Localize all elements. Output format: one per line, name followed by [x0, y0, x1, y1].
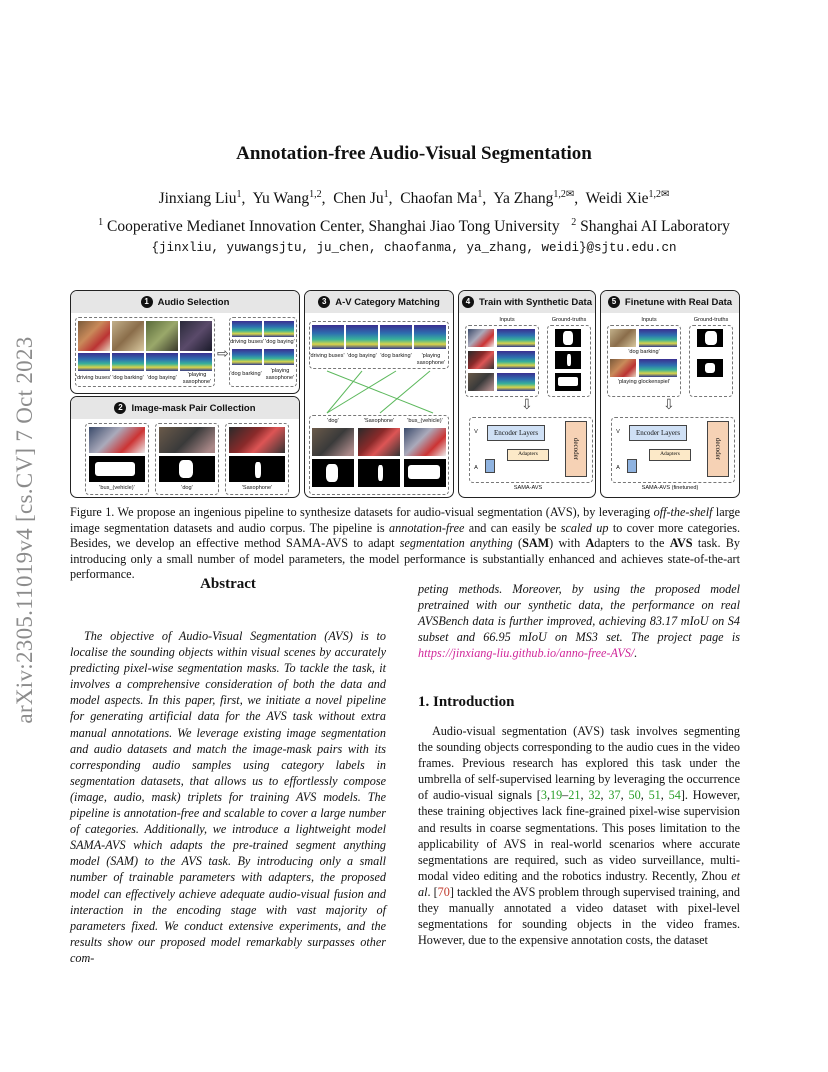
segmentation-mask — [697, 359, 723, 377]
audio-label: 'dog baying' — [147, 375, 177, 381]
abstract-continuation: peting methods. Moreover, by using the proposed model pretrained with our synthetic data, the performance on real AVSBench data is further improved, achieving 83.17 mIoU on S4 subset and 66.95 mIoU on MS3 set. The project page is https://jinxiang-liu.github.io/anno-free-AVS/. — [418, 582, 740, 661]
spectrogram — [146, 353, 178, 371]
segmentation-mask — [229, 456, 285, 482]
step-number-badge: 5 — [608, 296, 620, 308]
audio-label: 'dog barking' — [112, 375, 144, 381]
spectrogram — [264, 321, 294, 337]
arrow-right-icon: ⇨ — [217, 347, 229, 362]
decoder-block: decoder — [707, 421, 729, 477]
abstract-body: The objective of Audio-Visual Segmentation (AVS) is to localise the sounding objects within visual scenes by accurately predicting pixel-wise segmentation masks. To tackle the task, it involves a comprehensive consideration of both the data and model aspects. In this paper, first, we initiate a novel pipeline for generating artificial data for the AVS task without extra manual annotations. We leverage existing image segmentation and audio datasets and match the image-mask pairs with its corresponding audio samples using category labels in segmentation datasets, that allows us to effortlessly compose (image, audio, mask) triplets for training AVS models. The pipeline is annotation-free and scalable to cover a large number of categories. Additionally, we introduce a lightweight model SAMA-AVS which adapts the pre-trained segment anything model (SAM) to the AVS task. By introducing only a small number of trainable parameters with adapters, the proposed model can effectively achieve adequate audio-visual fusion and interaction in the encoding stage with vast majority of parameters fixed. We conduct extensive experiments, and the results show our proposed model remarkably surpasses other com- — [70, 629, 386, 965]
encoder-block: Encoder Layers — [629, 425, 687, 441]
mask-label: 'dog' — [181, 485, 193, 491]
gt-label: Ground-truths — [693, 317, 729, 323]
audio-label: 'dog baying' — [347, 353, 377, 359]
audio-label: 'playing saxophone' — [416, 353, 446, 366]
spectrogram — [414, 325, 446, 349]
panel-image-mask-collection — [70, 396, 300, 498]
citation[interactable]: 51 — [648, 788, 661, 803]
mask-label: 'bus_(vehicle)' — [407, 418, 443, 424]
affiliation-2: Shanghai AI Laboratory — [580, 218, 730, 236]
sample-image — [89, 427, 145, 453]
citation[interactable]: 70 — [437, 884, 450, 899]
spectrogram — [380, 325, 412, 349]
mask-label: 'bus_(vehicle)' — [99, 485, 135, 491]
spectrogram — [264, 349, 294, 365]
inputs-label: Inputs — [641, 317, 657, 323]
introduction-heading: 1. Introduction — [418, 694, 515, 710]
segmentation-mask — [404, 459, 446, 487]
model-name: SAMA-AVS — [513, 485, 543, 491]
panel-train-synthetic — [458, 290, 596, 498]
panel-title: Finetune with Real Data — [624, 296, 733, 308]
citation[interactable]: 21 — [568, 788, 581, 803]
audio-label: 'dog barking' — [628, 349, 660, 355]
citation[interactable]: 19 — [549, 788, 563, 803]
panel-title: Image-mask Pair Collection — [131, 402, 256, 414]
segmentation-mask — [159, 456, 215, 482]
panel-title: A-V Category Matching — [335, 296, 440, 308]
panel-av-category-matching — [304, 290, 454, 498]
audio-label: 'driving buses' — [76, 375, 112, 381]
audio-label: 'dog barking' — [380, 353, 412, 359]
v-input-label: V — [616, 429, 620, 435]
affiliation-1: Cooperative Medianet Innovation Center, Shanghai Jiao Tong University — [106, 218, 560, 236]
segmentation-mask — [555, 351, 581, 369]
citation[interactable]: 32 — [588, 788, 601, 803]
step-number-badge: 2 — [114, 402, 126, 414]
audio-label: 'dog barking' — [230, 371, 262, 377]
matching-lines — [305, 369, 455, 415]
segmentation-mask — [358, 459, 400, 487]
sample-image — [229, 427, 285, 453]
sample-image — [78, 321, 110, 351]
audio-label: 'driving buses' — [309, 353, 345, 359]
step-number-badge: 1 — [141, 296, 153, 308]
adapters-block: Adapters — [507, 449, 549, 461]
segmentation-mask — [89, 456, 145, 482]
author: Weidi Xie — [585, 190, 649, 208]
project-page-link[interactable]: https://jinxiang-liu.github.io/anno-free-AVS/ — [418, 646, 635, 661]
arrow-down-icon: ⇩ — [521, 398, 533, 413]
spectrogram — [312, 325, 344, 349]
abstract-heading: Abstract — [200, 576, 256, 592]
panel-title: Audio Selection — [157, 296, 230, 308]
adapters-block: Adapters — [649, 449, 691, 461]
affiliations: $^1$ Cooperative Medianet Innovation Center, Shanghai Jiao Tong University $^2$ Shanghai AI Laboratory — [98, 217, 730, 236]
audio-label: 'playing saxophone' — [182, 372, 212, 385]
audio-label: 'playing glockenspiel' — [617, 379, 671, 385]
author-emails: {jinxliu, yuwangsjtu, ju_chen, chaofanma, ya_zhang, weidi}@sjtu.edu.cn — [151, 241, 677, 255]
sample-image — [312, 428, 354, 456]
sample-image — [112, 321, 144, 351]
author: Ya Zhang — [493, 190, 554, 208]
citation[interactable]: 50 — [628, 788, 641, 803]
segmentation-mask — [697, 329, 723, 347]
figure-1 — [70, 290, 740, 498]
sample-image — [358, 428, 400, 456]
sample-image — [146, 321, 178, 351]
spectrogram — [346, 325, 378, 349]
decoder-block: decoder — [565, 421, 587, 477]
sample-image — [159, 427, 215, 453]
panel-title: Train with Synthetic Data — [479, 296, 592, 308]
author: Jinxiang Liu — [158, 190, 237, 208]
sample-image — [180, 321, 212, 351]
spectrogram — [232, 321, 262, 337]
citation[interactable]: 37 — [608, 788, 621, 803]
gt-label: Ground-truths — [551, 317, 587, 323]
v-input-label: V — [474, 429, 478, 435]
author: Chaofan Ma — [400, 190, 478, 208]
spectrogram — [232, 349, 262, 365]
spectrogram — [180, 353, 212, 371]
spectrogram — [112, 353, 144, 371]
step-number-badge: 3 — [318, 296, 330, 308]
mask-label: 'dog' — [327, 418, 339, 424]
panel-finetune-real — [600, 290, 740, 498]
segmentation-mask — [312, 459, 354, 487]
arxiv-stamp: arXiv:2305.11019v4 [cs.CV] 7 Oct 2023 — [12, 336, 37, 724]
introduction-body: Audio-visual segmentation (AVS) task involves segmenting the sounding objects corresponding to the audio cues in the video frames. Previous research has explored this task under the umbrella of self-supervised learning by leveraging the occurrence of audio-visual signals [3,19–21, 32, 37, 50, 51, 54]. However, these training objectives lack fine-grained pixel-wise supervision and results in coarse segmentations. This poses limitation to the applicability of AVS in real-world scenarios where accurate segmentations are required, such as video surveillance, multi-modal video editing and the robotics industry. Recently, Zhou et al. [70] tackled the AVS problem through supervised training, and they manually annotated a video dataset with pixel-level segmentations for sounding objects in the video frames. However, due to the expensive annotation costs, the dataset — [418, 724, 741, 948]
audio-label: 'dog baying' — [265, 339, 295, 345]
step-number-badge: 4 — [462, 296, 474, 308]
mask-label: 'Saxophone' — [241, 485, 273, 491]
model-name: SAMA-AVS (finetuned) — [641, 485, 699, 491]
segmentation-mask — [555, 329, 581, 347]
author: Yu Wang — [252, 190, 310, 208]
audio-encoder-block — [627, 459, 637, 473]
author-list: Jinxiang Liu$^1$, Yu Wang$^{1,2}$, Chen Ju$^1$, Chaofan Ma$^1$, Ya Zhang$^{1,2✉}$, Weidi Xie$^{1,2✉}$ — [158, 189, 670, 208]
arrow-down-icon: ⇩ — [663, 398, 675, 413]
citation[interactable]: 3 — [540, 788, 547, 803]
citation[interactable]: 54 — [668, 788, 681, 803]
inputs-label: Inputs — [499, 317, 515, 323]
audio-label: 'driving buses' — [229, 339, 265, 345]
encoder-block: Encoder Layers — [487, 425, 545, 441]
spectrogram — [78, 353, 110, 371]
mask-label: 'Saxophone' — [363, 418, 395, 424]
audio-encoder-block — [485, 459, 495, 473]
panel-audio-selection — [70, 290, 300, 394]
a-input-label: A — [474, 465, 478, 471]
figure-caption: Figure 1. We propose an ingenious pipeline to synthesize datasets for audio-visual segmentation (AVS), by leveraging off-the-shelf large image segmentation datasets and audio corpus. The pipeline is annotation-free and can easily be scaled up to cover more categories. Besides, we develop an effective method SAMA-AVS to adapt segmentation anything (SAM) with Adapters to the AVS task. By introducing only a small number of model parameters, the model performance is substantially enhanced and achieves state-of-the-art performance. — [70, 505, 741, 581]
sample-image — [404, 428, 446, 456]
audio-label: 'playing saxophone' — [265, 368, 295, 381]
paper-title: Annotation-free Audio-Visual Segmentation — [236, 143, 592, 164]
a-input-label: A — [616, 465, 620, 471]
segmentation-mask — [555, 373, 581, 391]
author: Chen Ju — [333, 190, 384, 208]
